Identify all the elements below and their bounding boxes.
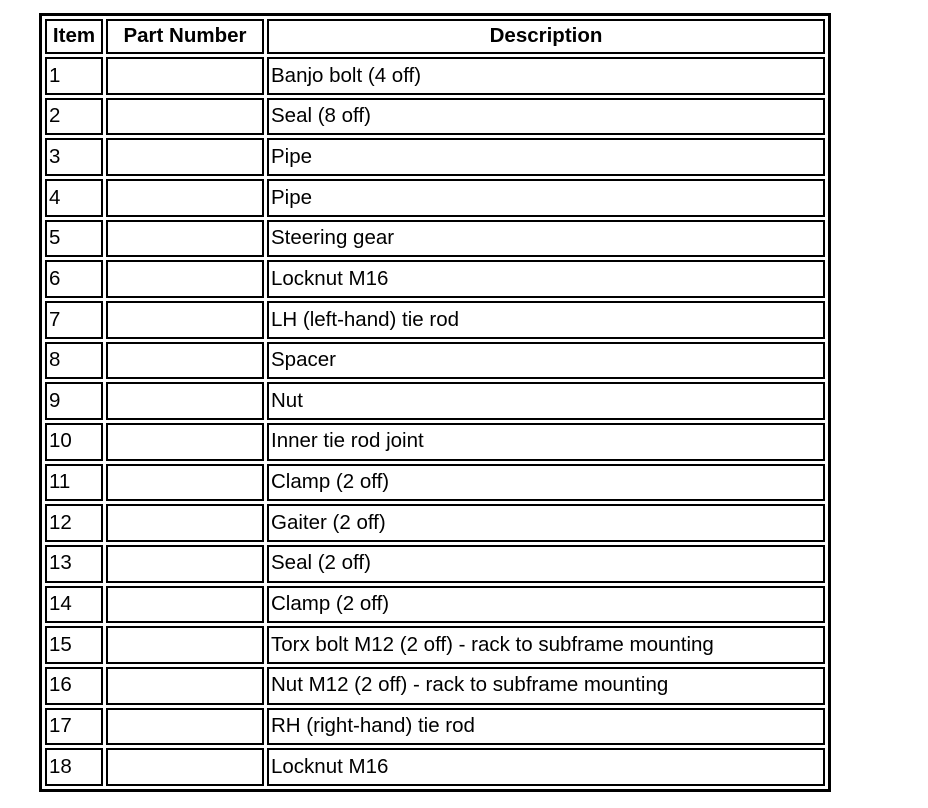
part-number-cell — [106, 708, 264, 746]
description-cell: Locknut M16 — [267, 748, 825, 786]
table-row — [45, 98, 825, 136]
item-cell: 12 — [45, 504, 103, 542]
table-header-row — [45, 19, 825, 54]
item-cell: 5 — [45, 220, 103, 258]
item-cell: 8 — [45, 342, 103, 380]
item-cell: 17 — [45, 708, 103, 746]
part-number-cell — [106, 179, 264, 217]
description-cell: Nut — [267, 382, 825, 420]
part-number-cell — [106, 301, 264, 339]
description-cell: Gaiter (2 off) — [267, 504, 825, 542]
part-number-cell — [106, 748, 264, 786]
table-row — [45, 748, 825, 786]
description-cell: Inner tie rod joint — [267, 423, 825, 461]
table-row — [45, 667, 825, 705]
table-row — [45, 179, 825, 217]
item-cell: 4 — [45, 179, 103, 217]
description-cell: Locknut M16 — [267, 260, 825, 298]
part-number-cell — [106, 667, 264, 705]
part-number-cell — [106, 545, 264, 583]
part-number-cell — [106, 626, 264, 664]
table-row — [45, 301, 825, 339]
table-row — [45, 626, 825, 664]
part-number-cell — [106, 260, 264, 298]
table-row — [45, 586, 825, 624]
part-number-cell — [106, 423, 264, 461]
header-item: Item — [45, 19, 103, 54]
item-cell: 9 — [45, 382, 103, 420]
part-number-cell — [106, 342, 264, 380]
item-cell: 1 — [45, 57, 103, 95]
description-cell: Nut M12 (2 off) - rack to subframe mounting — [267, 667, 825, 705]
item-cell: 14 — [45, 586, 103, 624]
description-cell: Torx bolt M12 (2 off) - rack to subframe mounting — [267, 626, 825, 664]
part-number-cell — [106, 57, 264, 95]
item-cell: 7 — [45, 301, 103, 339]
header-description: Description — [267, 19, 825, 54]
description-cell: Pipe — [267, 138, 825, 176]
description-cell: LH (left-hand) tie rod — [267, 301, 825, 339]
table-row — [45, 423, 825, 461]
item-cell: 13 — [45, 545, 103, 583]
description-cell: Spacer — [267, 342, 825, 380]
part-number-cell — [106, 464, 264, 502]
item-cell: 3 — [45, 138, 103, 176]
description-cell: Clamp (2 off) — [267, 464, 825, 502]
description-cell: Seal (2 off) — [267, 545, 825, 583]
header-part-number: Part Number — [106, 19, 264, 54]
table-row — [45, 138, 825, 176]
parts-table-frame — [39, 13, 831, 792]
part-number-cell — [106, 382, 264, 420]
table-row — [45, 382, 825, 420]
description-cell: Pipe — [267, 179, 825, 217]
description-cell: Banjo bolt (4 off) — [267, 57, 825, 95]
parts-table — [42, 16, 828, 789]
part-number-cell — [106, 138, 264, 176]
item-cell: 15 — [45, 626, 103, 664]
item-cell: 18 — [45, 748, 103, 786]
table-row — [45, 342, 825, 380]
description-cell: Seal (8 off) — [267, 98, 825, 136]
part-number-cell — [106, 220, 264, 258]
item-cell: 2 — [45, 98, 103, 136]
item-cell: 11 — [45, 464, 103, 502]
description-cell: Clamp (2 off) — [267, 586, 825, 624]
table-row — [45, 545, 825, 583]
item-cell: 6 — [45, 260, 103, 298]
table-row — [45, 504, 825, 542]
part-number-cell — [106, 98, 264, 136]
part-number-cell — [106, 586, 264, 624]
table-row — [45, 260, 825, 298]
table-row — [45, 464, 825, 502]
part-number-cell — [106, 504, 264, 542]
item-cell: 16 — [45, 667, 103, 705]
table-row — [45, 220, 825, 258]
table-row — [45, 57, 825, 95]
description-cell: Steering gear — [267, 220, 825, 258]
description-cell: RH (right-hand) tie rod — [267, 708, 825, 746]
item-cell: 10 — [45, 423, 103, 461]
table-row — [45, 708, 825, 746]
table-body — [45, 57, 825, 786]
